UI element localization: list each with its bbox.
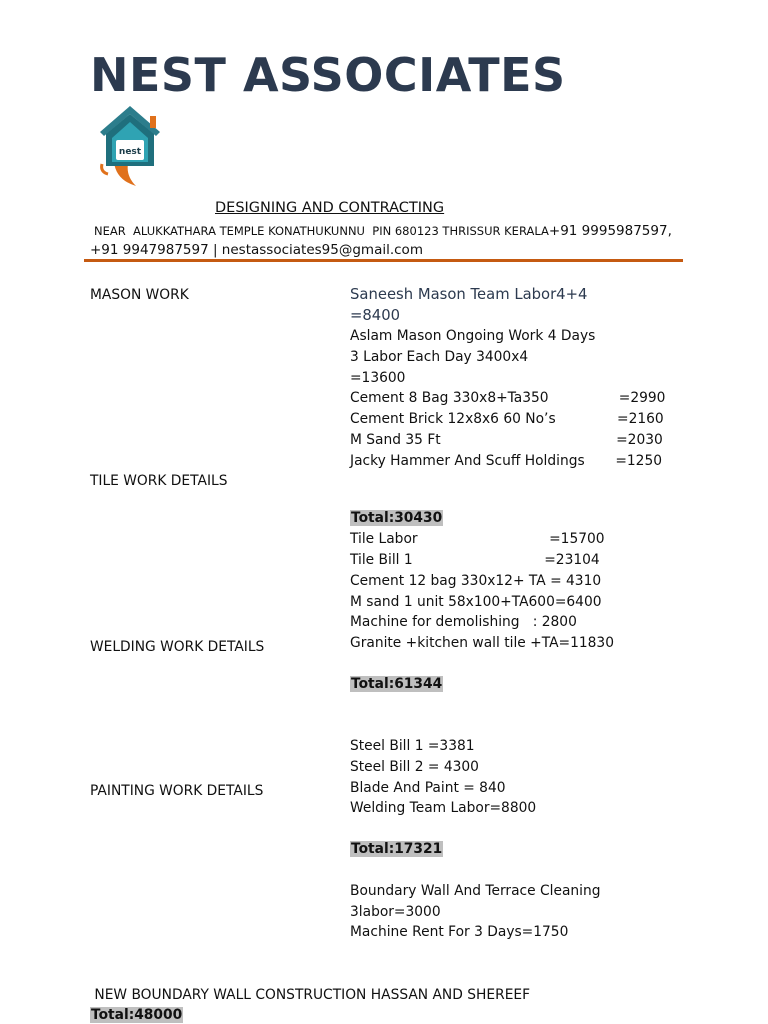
address-text: NEAR ALUKKATHARA TEMPLE KONATHUKUNNU PIN 680123 THRISSUR KERALA [94, 224, 549, 238]
welding-work-label: WELDING WORK DETAILS [90, 639, 265, 655]
welding-line: Welding Team Labor=8800 [350, 800, 537, 816]
mason-line: M Sand 35 Ft =2030 [350, 432, 663, 448]
tile-line: Tile Labor =15700 [350, 531, 605, 547]
nest-logo-icon [94, 102, 166, 188]
painting-line: Boundary Wall And Terrace Cleaning [350, 883, 601, 899]
tile-line: M sand 1 unit 58x100+TA600=6400 [350, 594, 602, 610]
welding-total-value: Total:17321 [351, 841, 443, 857]
mason-line: Aslam Mason Ongoing Work 4 Days [350, 328, 596, 344]
mason-line: 3 Labor Each Day 3400x4 [350, 349, 529, 365]
tile-line: Tile Bill 1 =23104 [350, 552, 600, 568]
mason-line: Cement Brick 12x8x6 60 No’s =2160 [350, 411, 664, 427]
mason-line: Cement 8 Bag 330x8+Ta350 =2990 [350, 390, 666, 406]
welding-total [350, 841, 443, 857]
subtitle: DESIGNING AND CONTRACTING [215, 200, 445, 216]
mason-line: =8400 [350, 307, 401, 324]
painting-line: 3labor=3000 [350, 904, 441, 920]
address-line [94, 223, 672, 239]
mason-line: Saneesh Mason Team Labor4+4 [350, 286, 588, 303]
mason-line: Jacky Hammer And Scuff Holdings =1250 [350, 453, 663, 469]
phone-primary: +91 9995987597, [548, 223, 672, 239]
boundary-total [90, 1007, 183, 1023]
tile-line: Machine for demolishing : 2800 [350, 614, 577, 630]
mason-line: =13600 [350, 370, 406, 386]
tile-total [350, 676, 443, 692]
welding-line: Steel Bill 2 = 4300 [350, 759, 479, 775]
welding-line: Steel Bill 1 =3381 [350, 738, 475, 754]
tile-line: Cement 12 bag 330x12+ TA = 4310 [350, 573, 602, 589]
mason-total [350, 510, 443, 526]
tile-work-label: TILE WORK DETAILS [90, 473, 228, 489]
tile-line: Granite +kitchen wall tile +TA=11830 [350, 635, 614, 651]
boundary-wall-label: NEW BOUNDARY WALL CONSTRUCTION HASSAN AND SHEREEF [90, 987, 531, 1003]
boundary-total-value: Total:48000 [91, 1007, 183, 1023]
header-divider [84, 259, 683, 262]
company-title: NEST ASSOCIATES [90, 48, 566, 102]
contact-line: +91 9947987597 | nestassociates95@gmail.com [90, 242, 423, 258]
tile-total-value: Total:61344 [351, 676, 443, 692]
painting-work-label: PAINTING WORK DETAILS [90, 783, 264, 799]
mason-work-label: MASON WORK [90, 287, 189, 303]
logo-text: nest [118, 147, 142, 157]
mason-total-value: Total:30430 [351, 510, 443, 526]
welding-line: Blade And Paint = 840 [350, 780, 506, 796]
painting-line: Machine Rent For 3 Days=1750 [350, 924, 569, 940]
